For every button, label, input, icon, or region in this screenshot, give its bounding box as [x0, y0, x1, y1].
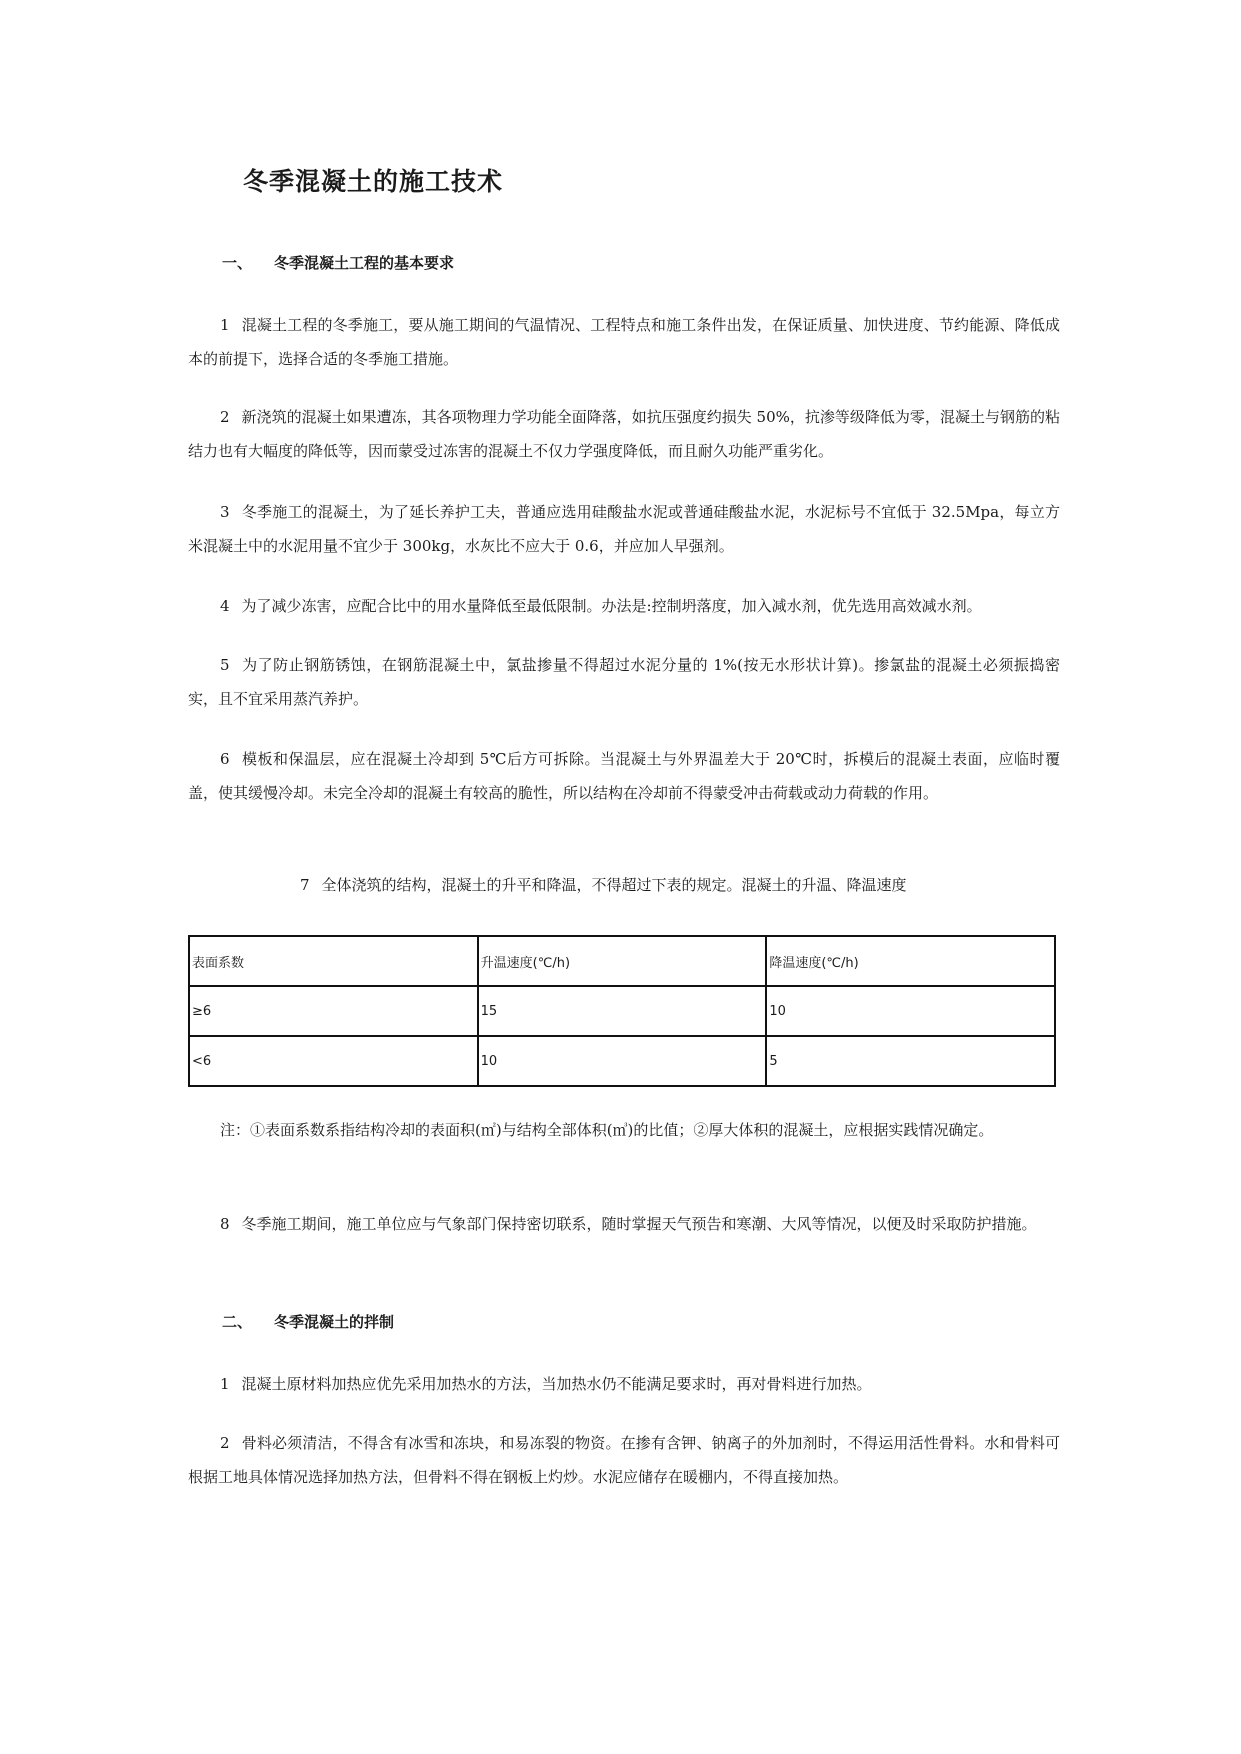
table-cell: 15 — [478, 986, 767, 1036]
paragraph-number: 2 — [220, 1434, 230, 1452]
table-cell: ≥6 — [189, 986, 478, 1036]
table-header-row — [189, 936, 1055, 986]
table-header-cell: 降温速度(℃/h) — [766, 936, 1055, 986]
paragraph-1-5 — [188, 648, 1060, 716]
section-label: 冬季混凝土的拌制 — [274, 1313, 395, 1331]
section-heading-2 — [222, 1311, 394, 1332]
paragraph-text: 模板和保温层，应在混凝土冷却到 5℃后方可拆除。当混凝土与外界温差大于 20℃时，拆模后的混凝土表面，应临时覆盖，使其缓慢冷却。未完全冷却的混凝土有较高的脆性，所以结构在冷却前不得蒙受冲击荷载或动力荷载的作用。 — [188, 750, 1060, 802]
table-note: 注：①表面系数系指结构冷却的表面积(㎡)与结构全部体积(㎥)的比值；②厚大体积的混凝土，应根据实践情况确定。 — [220, 1121, 994, 1139]
paragraph-number: 2 — [220, 408, 230, 426]
section-number: 二、 — [222, 1313, 253, 1331]
paragraph-text: 冬季施工期间，施工单位应与气象部门保持密切联系，随时掌握天气预告和寒潮、大风等情况，以便及时采取防护措施。 — [241, 1215, 1037, 1233]
paragraph-text: 冬季施工的混凝土，为了延长养护工夫，普通应选用硅酸盐水泥或普通硅酸盐水泥，水泥标号不宜低于 32.5Mpa，每立方米混凝土中的水泥用量不宜少于 300kg，水灰比不应大于 0.6，并应加人早强剂。 — [188, 503, 1060, 555]
paragraph-number: 1 — [220, 316, 230, 334]
paragraph-1-8 — [188, 1207, 1060, 1241]
table-row — [189, 1036, 1055, 1086]
table-cell: 10 — [478, 1036, 767, 1086]
paragraph-text: 全体浇筑的结构，混凝土的升平和降温，不得超过下表的规定。混凝土的升温、降温速度 — [321, 876, 907, 894]
paragraph-text: 混凝土原材料加热应优先采用加热水的方法，当加热水仍不能满足要求时，再对骨料进行加热。 — [241, 1375, 872, 1393]
table-cell: 10 — [766, 986, 1055, 1036]
section-heading-1 — [222, 252, 454, 273]
paragraph-text: 混凝土工程的冬季施工，要从施工期间的气温情况、工程特点和施工条件出发，在保证质量、加快进度、节约能源、降低成本的前提下，选择合适的冬季施工措施。 — [188, 316, 1060, 368]
paragraph-number: 5 — [220, 656, 230, 674]
paragraph-1-2 — [188, 400, 1060, 468]
temperature-rate-table — [188, 935, 1056, 1087]
section-label: 冬季混凝土工程的基本要求 — [274, 254, 455, 272]
table-cell: 5 — [766, 1036, 1055, 1086]
paragraph-text: 新浇筑的混凝土如果遭冻，其各项物理力学功能全面降落，如抗压强度约损失 50%，抗渗等级降低为零，混凝土与钢筋的粘结力也有大幅度的降低等，因而蒙受过冻害的混凝土不仅力学强度降低，而且耐久功能严重劣化。 — [188, 408, 1060, 460]
table-row — [189, 986, 1055, 1036]
table-cell: <6 — [189, 1036, 478, 1086]
paragraph-text: 为了防止钢筋锈蚀，在钢筋混凝土中，氯盐掺量不得超过水泥分量的 1%(按无水形状计算)。掺氯盐的混凝土必须振捣密实，且不宜采用蒸汽养护。 — [188, 656, 1060, 708]
paragraph-2-2 — [188, 1426, 1060, 1494]
paragraph-1-7 — [300, 868, 1000, 902]
paragraph-text: 骨料必须清洁，不得含有冰雪和冻块，和易冻裂的物资。在掺有含钾、钠离子的外加剂时，不得运用活性骨料。水和骨料可根据工地具体情况选择加热方法，但骨料不得在钢板上灼炒。水泥应储存在暖棚内，不得直接加热。 — [188, 1434, 1060, 1486]
paragraph-number: 4 — [220, 597, 230, 615]
paragraph-text: 为了减少冻害，应配合比中的用水量降低至最低限制。办法是:控制坍落度，加入减水剂，优先选用高效减水剂。 — [241, 597, 982, 615]
paragraph-number: 3 — [220, 503, 230, 521]
paragraph-number: 8 — [220, 1215, 230, 1233]
paragraph-number: 7 — [300, 876, 310, 894]
table-header-cell: 表面系数 — [189, 936, 478, 986]
paragraph-number: 1 — [220, 1375, 230, 1393]
paragraph-1-4 — [188, 589, 1060, 623]
document-title: 冬季混凝土的施工技术 — [243, 167, 504, 196]
paragraph-number: 6 — [220, 750, 230, 768]
section-number: 一、 — [222, 254, 253, 272]
paragraph-2-1 — [188, 1367, 1060, 1401]
paragraph-1-1 — [188, 308, 1060, 376]
paragraph-1-6 — [188, 742, 1060, 810]
paragraph-1-3 — [188, 495, 1060, 563]
table-header-cell: 升温速度(℃/h) — [478, 936, 767, 986]
